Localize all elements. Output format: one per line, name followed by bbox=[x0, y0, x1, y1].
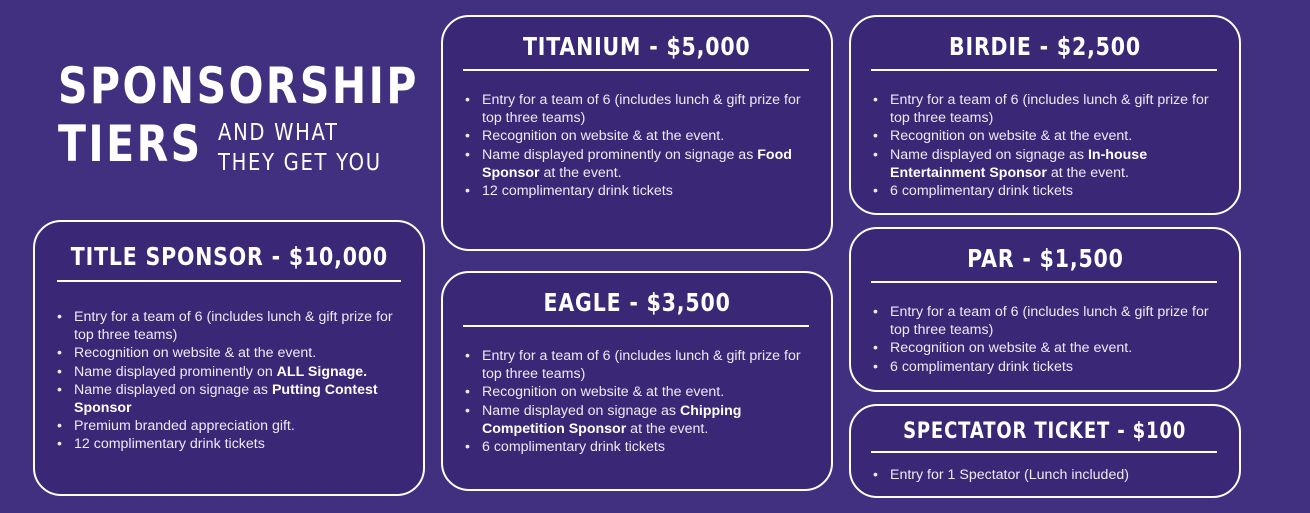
benefit-item: • Recognition on website & at the event. bbox=[871, 127, 1211, 145]
benefit-item: • Recognition on website & at the event. bbox=[871, 339, 1211, 357]
tier-divider bbox=[463, 69, 809, 71]
benefit-item: • Entry for a team of 6 (includes lunch & gift prize for top three teams) bbox=[871, 91, 1211, 127]
tier-divider bbox=[871, 281, 1217, 283]
tier-card-spectator bbox=[849, 404, 1241, 498]
benefit-item: • Entry for a team of 6 (includes lunch & gift prize for top three teams) bbox=[55, 308, 395, 344]
heading-line-2: TIERS bbox=[58, 115, 203, 173]
benefit-item: • 6 complimentary drink tickets bbox=[463, 438, 803, 456]
tier-divider bbox=[57, 280, 401, 282]
benefit-item: • 12 complimentary drink tickets bbox=[55, 435, 395, 453]
tier-card-birdie bbox=[849, 15, 1241, 215]
benefit-item: • Entry for 1 Spectator (Lunch included) bbox=[871, 466, 1211, 484]
tier-card-eagle bbox=[441, 271, 833, 491]
tier-benefits-list bbox=[871, 91, 1211, 200]
tier-card-title-sponsor bbox=[33, 220, 425, 496]
benefit-item: • 6 complimentary drink tickets bbox=[871, 358, 1211, 376]
benefit-item: • Name displayed prominently on ALL Signage. bbox=[55, 363, 395, 381]
benefit-item: • Name displayed on signage as In-house Entertainment Sponsor at the event. bbox=[871, 146, 1211, 182]
tier-title: PAR - $1,500 bbox=[966, 244, 1124, 273]
benefit-item: • Name displayed prominently on signage as Food Sponsor at the event. bbox=[463, 146, 803, 182]
heading-subtitle bbox=[218, 118, 382, 178]
page-heading bbox=[58, 58, 428, 188]
benefit-item: • Recognition on website & at the event. bbox=[463, 383, 803, 401]
tier-benefits-list bbox=[871, 466, 1211, 484]
heading-subtitle-line-1: AND WHAT bbox=[218, 120, 339, 146]
tier-title: SPECTATOR TICKET - $100 bbox=[903, 419, 1187, 444]
tier-benefits-list bbox=[463, 91, 803, 200]
tier-divider bbox=[463, 325, 809, 327]
tier-benefits-list bbox=[871, 303, 1211, 376]
heading-subtitle-line-2: THEY GET YOU bbox=[218, 150, 382, 176]
benefit-item: • 12 complimentary drink tickets bbox=[463, 182, 803, 200]
tier-divider bbox=[871, 69, 1217, 71]
heading-line-1: SPONSORSHIP bbox=[58, 57, 419, 115]
tier-title: BIRDIE - $2,500 bbox=[949, 32, 1141, 61]
tier-benefits-list bbox=[463, 347, 803, 456]
tier-title: TITANIUM - $5,000 bbox=[523, 32, 751, 61]
benefit-item: • Name displayed on signage as Chipping Competition Sponsor at the event. bbox=[463, 402, 803, 438]
benefit-item: • Entry for a team of 6 (includes lunch & gift prize for top three teams) bbox=[463, 91, 803, 127]
tier-divider bbox=[871, 451, 1217, 453]
benefit-item: • Recognition on website & at the event. bbox=[463, 127, 803, 145]
benefit-item: • Name displayed on signage as Putting Contest Sponsor bbox=[55, 381, 395, 417]
tier-benefits-list bbox=[55, 308, 395, 454]
benefit-item: • Entry for a team of 6 (includes lunch & gift prize for top three teams) bbox=[871, 303, 1211, 339]
tier-title: TITLE SPONSOR - $10,000 bbox=[70, 242, 388, 271]
tier-card-par bbox=[849, 227, 1241, 392]
benefit-item: • Recognition on website & at the event. bbox=[55, 344, 395, 362]
benefit-item: • 6 complimentary drink tickets bbox=[871, 182, 1211, 200]
tier-title: EAGLE - $3,500 bbox=[543, 288, 731, 317]
benefit-item: • Premium branded appreciation gift. bbox=[55, 417, 395, 435]
tier-card-titanium bbox=[441, 15, 833, 251]
benefit-item: • Entry for a team of 6 (includes lunch & gift prize for top three teams) bbox=[463, 347, 803, 383]
